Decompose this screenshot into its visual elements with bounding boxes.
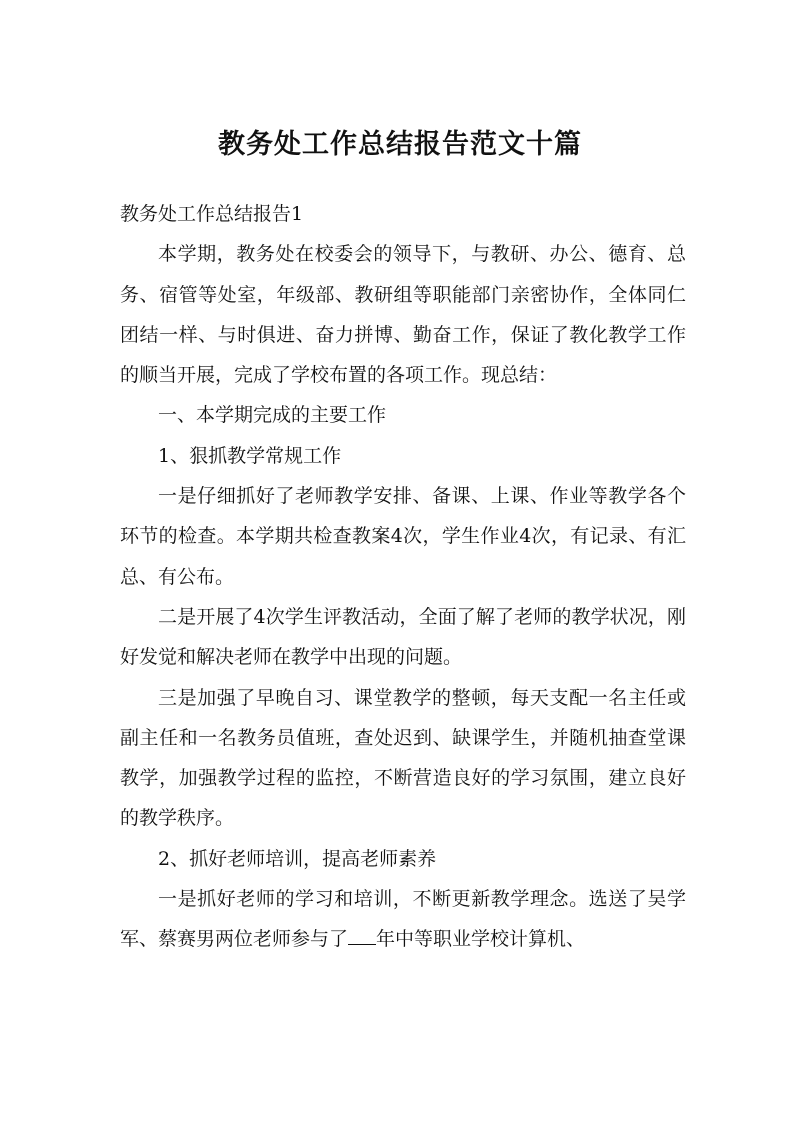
document-title: 教务处工作总结报告范文十篇 [218, 129, 582, 160]
paragraph-lesson-checks: 一是仔细抓好了老师教学安排、备课、上课、作业等教学各个环节的检查。本学期共检查教案4次，学生作业4次，有记录、有汇总、有公布。 [120, 485, 686, 588]
subsection-heading-teaching-routine: 1、狠抓教学常规工作 [158, 444, 342, 467]
subsection-heading-teacher-training: 2、抓好老师培训，提高老师素养 [158, 847, 437, 870]
paragraph-class-discipline: 三是加强了早晚自习、课堂教学的整顿，每天支配一名主任或副主任和一名教务员值班，查处迟到、缺课学生，并随机抽查堂课教学，加强教学过程的监控，不断营造良好的学习氛围，建立良好的教学秩序。 [120, 686, 686, 830]
paragraph-teacher-learning [120, 879, 686, 960]
section-heading-main-work: 一、本学期完成的主要工作 [158, 404, 387, 427]
paragraph-text-after-blank: 年中等职业学校计算机、 [376, 928, 586, 951]
document-body [120, 194, 686, 960]
paragraph-text-before-blank: 一是抓好老师的学习和培训，不断更新教学理念。选送了吴学军、蔡赛男两位老师参与了 [120, 888, 686, 951]
paragraph-student-evaluation: 二是开展了4次学生评教活动，全面了解了老师的教学状况，刚好发觉和解决老师在教学中出现的问题。 [120, 605, 686, 669]
intro-paragraph: 本学期，教务处在校委会的领导下，与教研、办公、德育、总务、宿管等处室，年级部、教研组等职能部门亲密协作，全体同仁团结一样、与时俱进、奋力拼博、勤奋工作，保证了教化教学工作的顺当开展，完成了学校布置的各项工作。现总结： [120, 243, 686, 387]
report-heading: 教务处工作总结报告1 [120, 203, 304, 225]
year-blank [348, 927, 376, 945]
